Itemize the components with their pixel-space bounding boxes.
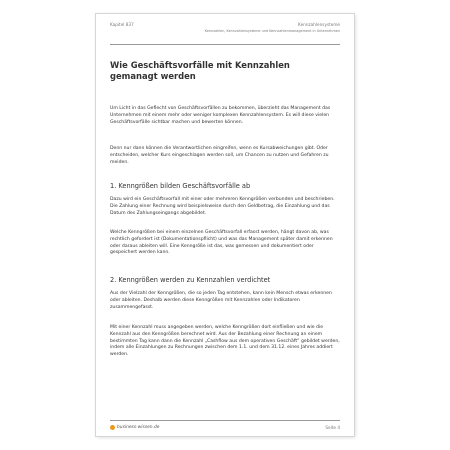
brand-logo[interactable] [110, 425, 159, 430]
section-1-paragraph-2: Welche Kenngrößen bei einem einzelnen Geschäftsvorfall erfasst werden, hängt davon ab, was rechtlich gefordert ist (Dokumentationspflicht) und was das Management später damit erkennen oder daraus ableiten will. Eine Kenngröße ist das, was gemessen und dokumentiert oder gespeichert werden kann. [110, 230, 333, 256]
header-subtitle: Kennzahlen, Kennzahlensysteme und Kennzahlenmanagement in Unternehmen [204, 29, 340, 33]
intro-paragraph-2: Denn nur dann können die Verantwortlichen eingreifen, wenn es Kursabweichungen gibt. Oder entscheiden, welcher Kurs eingeschlagen werden soll, um Chancen zu nutzen und Gefahren zu meiden. [110, 146, 329, 165]
section-1-paragraph-1: Dazu wird ein Geschäftsvorfall mit einer oder mehreren Kenngrößen verbunden und beschrieben. Die Zahlung einer Rechnung wird beispielsweise durch den Geldbetrag, die Einzahlung und das Datum des Zahlungseingangs abgebildet. [110, 197, 335, 216]
page-footer [110, 420, 340, 433]
chapter-label: Kapitel 837 [110, 22, 134, 27]
section-1-heading: 1. Kenngrößen bilden Geschäftsvorfälle ab [110, 182, 251, 190]
header-topic: Kennzahlensysteme [298, 22, 340, 27]
page-title: Wie Geschäftsvorfälle mit Kennzahlen gemanagt werden [110, 60, 290, 81]
intro-paragraph-1: Um Licht in das Geflecht von Geschäftsvorfällen zu bekommen, überzieht das Management das Unternehmen mit einem mehr oder weniger komplexen Kennzahlensystem. Es will diese vielen Geschäftsvorfälle sichtbar machen und bewerten können. [110, 106, 331, 125]
section-2-heading: 2. Kenngrößen werden zu Kennzahlen verdichtet [110, 276, 271, 284]
page-header [110, 20, 340, 45]
logo-dot-icon [110, 425, 115, 430]
section-2-paragraph-2: Mit einer Kennzahl muss angegeben werden, welche Kenngrößen dort einfließen und wie die Kennzahl aus den Kenngrößen berechnet wird. Aus der Bezahlung einer Rechnung an einem bestimmten Tag kann dann die Kennzahl „Cashflow aus dem operativen Geschäft“ gebildet werden, indem alle Einzahlungen zu Rechnungen zwischen dem 1.1. und dem 31.12. eines Jahres addiert werden. [110, 325, 340, 358]
document-page [96, 14, 354, 436]
page-number: Seite 4 [325, 425, 340, 430]
logo-text: business-wissen.de [117, 425, 160, 430]
section-2-paragraph-1: Aus der Vielzahl der Kenngrößen, die so jeden Tag entstehen, kann kein Mensch etwas erkennen oder ableiten. Deshalb werden diese Kenngrößen mit Kennzahlen oder Indikatoren zusammengefasst. [110, 291, 332, 310]
